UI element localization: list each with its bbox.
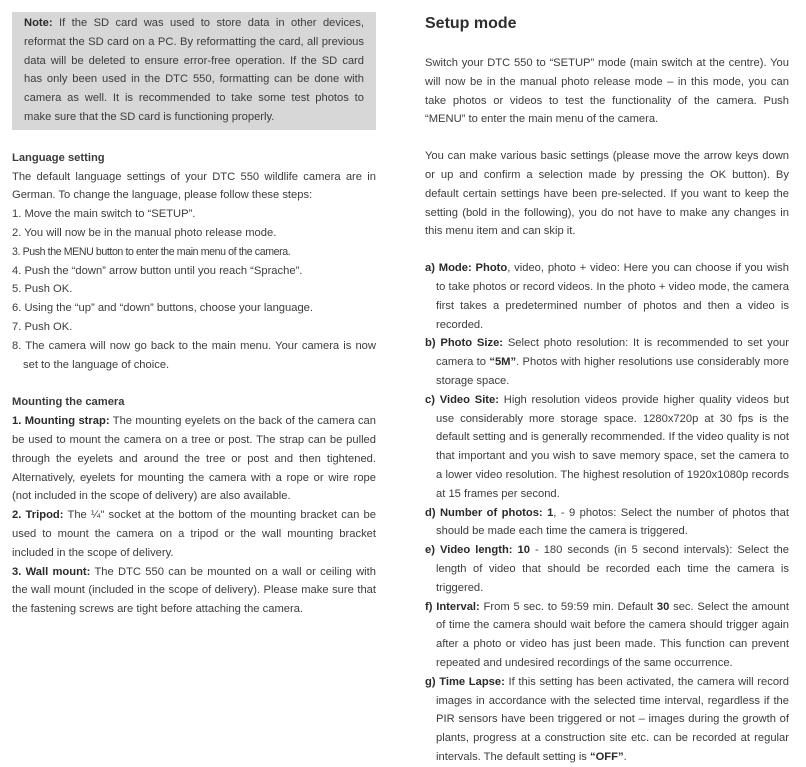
mounting-wall-text: The DTC 550 can be mounted on a wall or ceiling with the wall mount (included in the scope of delivery). Please make sure that the fastening screws are tight before attaching the camera. <box>12 565 376 616</box>
right-column <box>425 12 789 767</box>
option-default: “OFF” <box>590 750 624 763</box>
language-heading: Language setting <box>12 151 105 164</box>
setup-paragraph-1: Switch your DTC 550 to “SETUP” mode (main switch at the centre). You will now be in the manual photo release mode – in this mode, you can take photos or videos to test the functionality of the camera. Push “MENU” to enter the main menu of the camera. <box>425 57 789 126</box>
note-text: If the SD card was used to store data in other devices, reformat the SD card on a PC. By reformatting the card, all previous data will be deleted to ensure error-free operation. If the SD card has only been used in the DTC 550, formatting can be done with camera as well. It is recommended to take some test photos to make sure that the SD card is functioning properly. <box>24 17 364 123</box>
list-item: 3. Push the MENU button to enter the main menu of the camera. <box>12 245 291 258</box>
option-text: , - 9 photos: Select the number of photos that should be made each time the camera is triggered. <box>436 506 789 538</box>
option-label: c) Video Site: <box>425 393 499 406</box>
mounting-heading: Mounting the camera <box>12 396 125 409</box>
option-label: f) Interval: <box>425 600 480 613</box>
option-video-size <box>425 391 789 504</box>
language-intro: The default language settings of your DTC 550 wildlife camera are in German. To change the language, please follow these steps: <box>12 170 376 202</box>
option-text: . Photos with higher resolutions use considerably more storage space. <box>436 356 789 387</box>
option-text: sec. Select the amount of time the camera should wait before the camera should trigger again after a photo or video has just been made. This function can prevent repeated and undesired recordings of the same occurrence. <box>436 600 789 669</box>
sd-card-note <box>12 12 376 130</box>
option-video-length <box>425 541 789 597</box>
option-text: . <box>623 750 627 763</box>
option-text: If this setting has been activated, the camera will record images in accordance with the selected time interval, regardless if the PIR sensors have been triggered or not – images during the growth of plants, progress at a construction site etc. can be recorded at regular intervals. The default setting is <box>436 675 789 763</box>
mounting-strap-label: 1. Mounting strap: <box>12 415 110 428</box>
setup-title: Setup mode <box>425 15 517 32</box>
list-item: 8. The camera will now go back to the main menu. Your camera is now set to the language of choice. <box>12 339 376 371</box>
list-item: 2. You will now be in the manual photo release mode. <box>12 226 277 239</box>
mounting-tripod-text: The ¼" socket at the bottom of the mounting bracket can be used to mount the camera on a tripod or the wall mounting bracket included in the scope of delivery. <box>12 509 377 559</box>
option-label: e) Video length: 10 <box>425 544 530 557</box>
list-item: 7. Push OK. <box>12 320 73 333</box>
option-default: 30 <box>656 600 670 613</box>
option-text: Select photo resolution: It is recommended to set your camera to <box>436 337 789 369</box>
option-label: b) Photo Size: <box>425 337 504 350</box>
option-text: High resolution videos provide higher quality videos but use considerably more storage space. 1280x720p at 30 fps is the default setting and is generally recommended. If the video quality is not that important and you wish to save memory space, set the camera to a lower video resolution. The highest resolution of 1920x1080p records at 15 frames per second. <box>436 393 789 500</box>
mounting-tripod <box>12 506 376 562</box>
note-label: Note: <box>24 17 53 29</box>
option-default: “5M” <box>489 356 517 369</box>
mounting-wall <box>12 563 376 619</box>
left-column <box>12 12 376 619</box>
mounting-wall-label: 3. Wall mount: <box>12 565 91 578</box>
list-item: 1. Move the main switch to “SETUP”. <box>12 208 196 221</box>
option-number-of-photos <box>425 504 789 542</box>
mounting-tripod-label: 2. Tripod: <box>12 509 64 522</box>
mounting-strap-text: The mounting eyelets on the back of the camera can be used to mount the camera on a tree or post. The strap can be pulled through the eyelets and around the tree or post and then tightened. Alternatively, eyelets for mounting the camera with a rope or wire rope (not included in the scope of delivery) are also available. <box>12 415 376 503</box>
mounting-strap <box>12 412 376 506</box>
option-label: a) Mode: Photo <box>425 262 508 275</box>
option-text: - 180 seconds (in 5 second intervals): Select the length of video that should be recorded each time the camera is triggered. <box>436 544 789 594</box>
language-steps <box>12 205 376 374</box>
list-item: 6. Using the “up” and “down” buttons, choose your language. <box>12 302 314 315</box>
option-text: , video, photo + video: Here you can choose if you wish to take photos or record videos. In the photo + video mode, the camera first takes a predetermined number of photos and then a video is recorded. <box>436 262 789 331</box>
list-item: 4. Push the “down” arrow button until you reach “Sprache”. <box>12 264 303 277</box>
option-mode <box>425 259 789 334</box>
option-text: From 5 sec. to 59:59 min. Default <box>479 600 657 613</box>
option-photo-size <box>425 334 789 390</box>
option-interval <box>425 598 789 673</box>
setup-paragraph-2: You can make various basic settings (please move the arrow keys down or up and confirm a selection made by pressing the OK button). By default certain settings have been pre-selected. If you want to keep the setting (bold in the following), you do not have to make any changes in this menu item and can skip it. <box>425 150 789 238</box>
list-item: 5. Push OK. <box>12 283 73 296</box>
option-label: g) Time Lapse: <box>425 675 505 688</box>
option-label: d) Number of photos: 1 <box>425 506 554 519</box>
option-time-lapse <box>425 673 789 767</box>
